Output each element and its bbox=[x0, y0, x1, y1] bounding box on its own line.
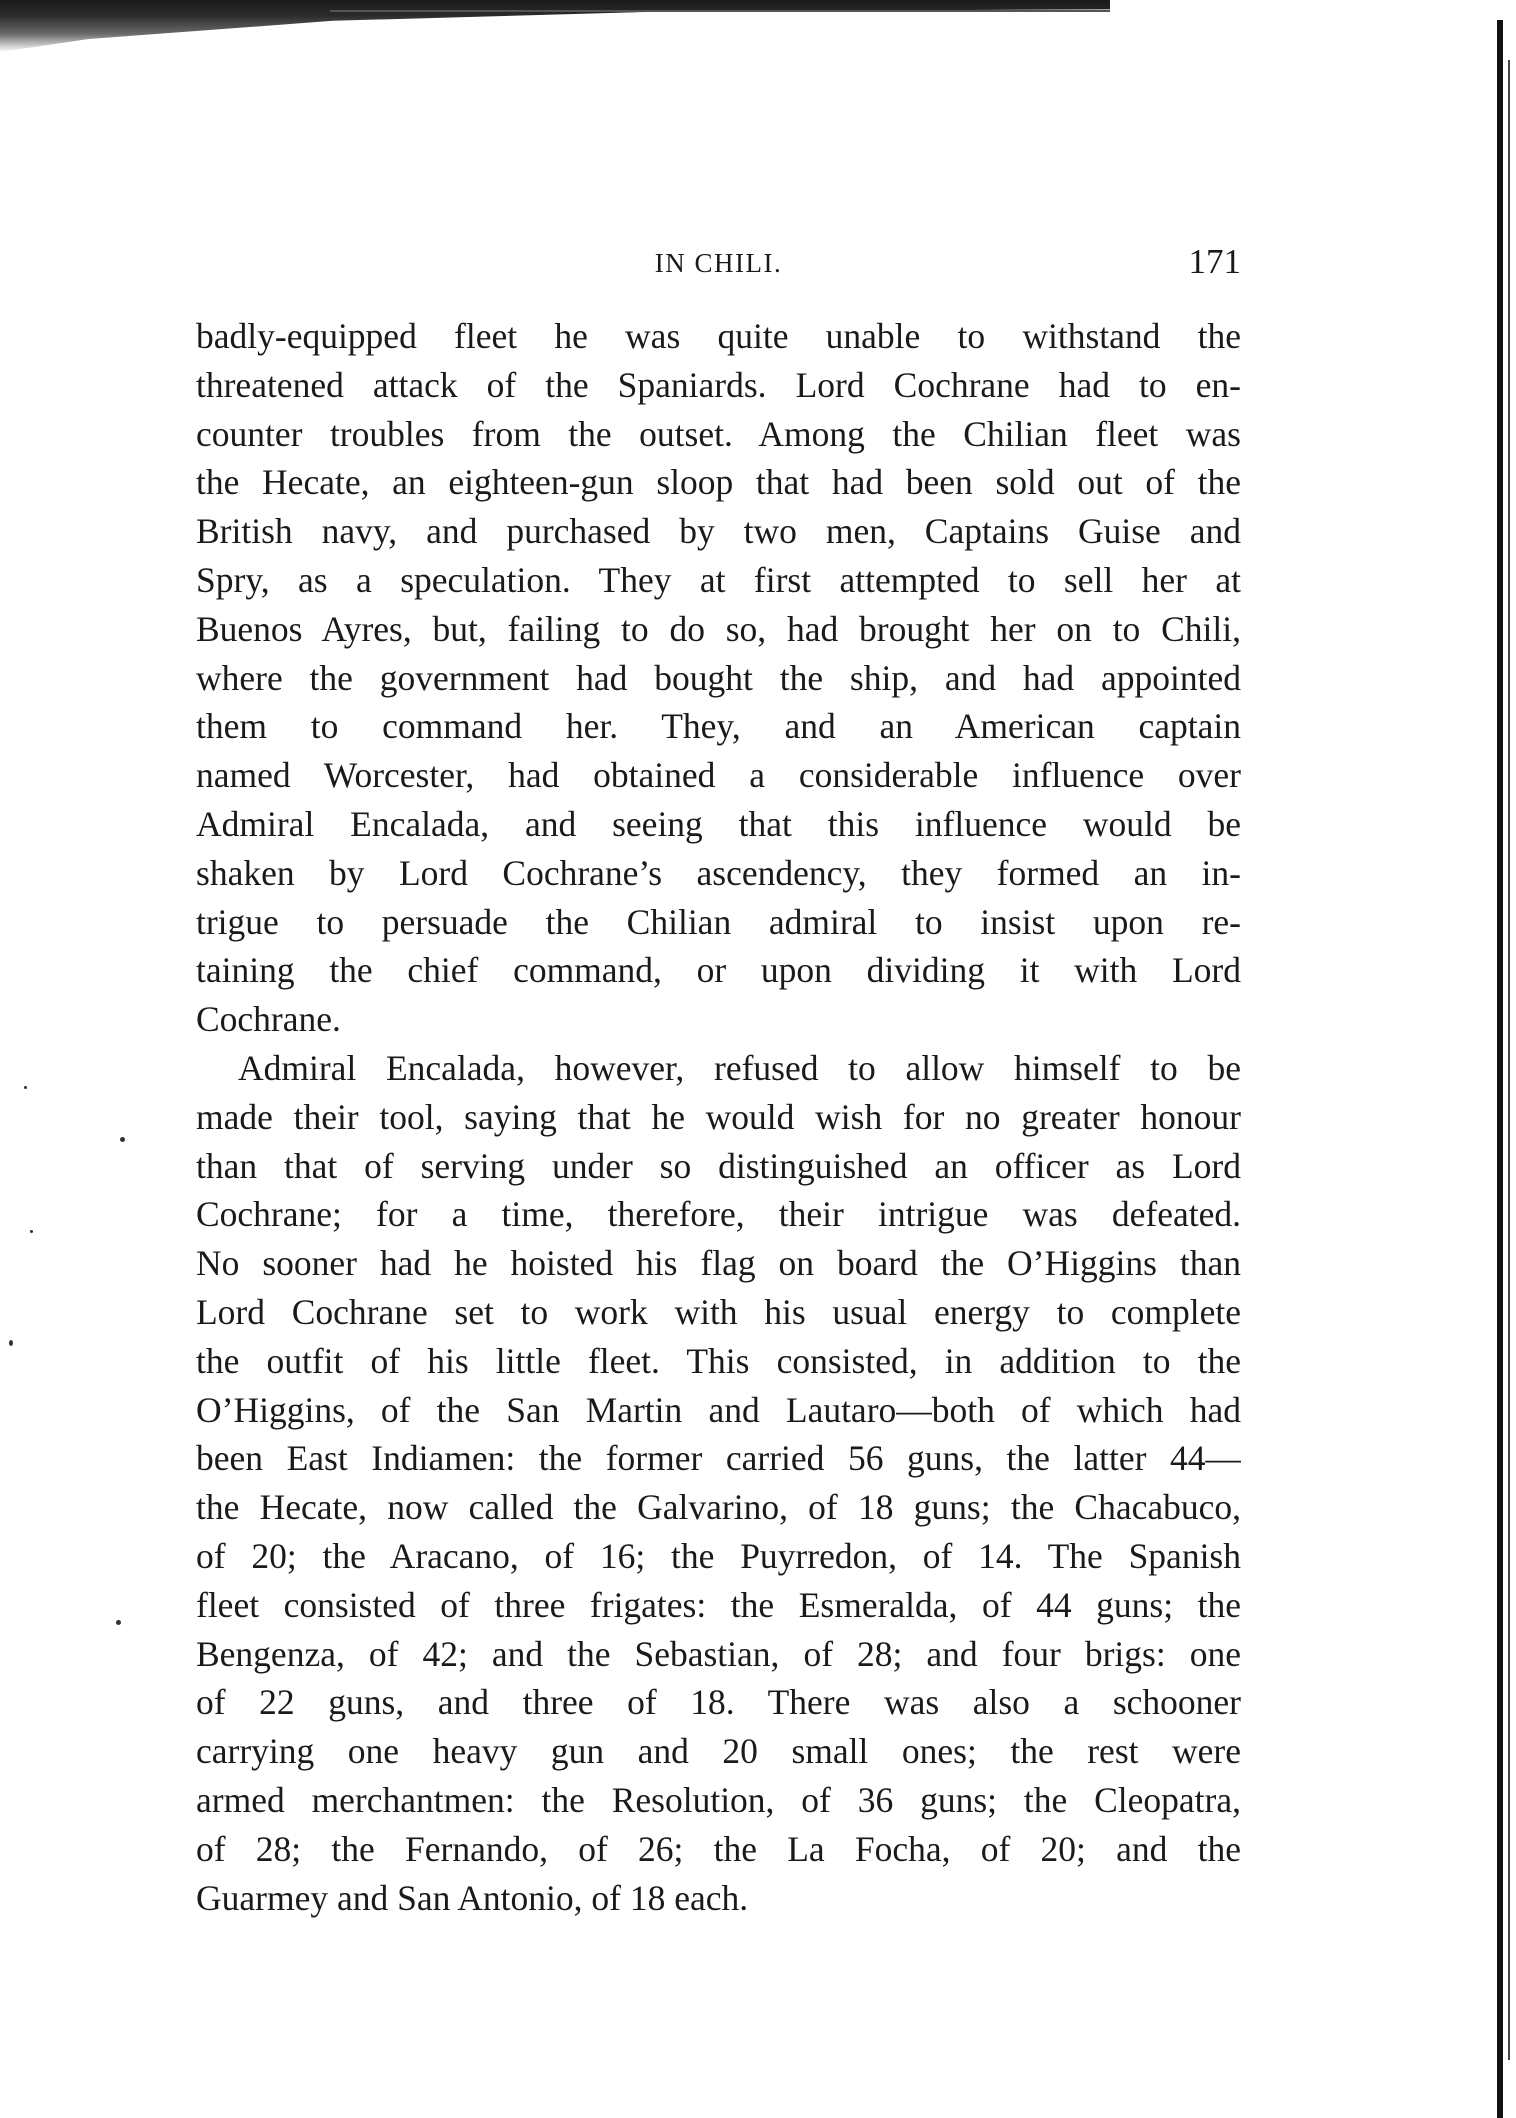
text-line: Cochrane; for a time, therefore, their intrigue was defeated. bbox=[196, 1194, 1241, 1235]
paragraph bbox=[196, 1044, 1241, 1922]
text-line: Admiral Encalada, and seeing that this influence would be bbox=[196, 803, 1241, 844]
text-line: than that of serving under so distinguished an officer as Lord bbox=[196, 1145, 1241, 1186]
text-line: armed merchantmen: the Resolution, of 36 guns; the Cleopatra, bbox=[196, 1779, 1241, 1820]
paragraph bbox=[196, 312, 1241, 1044]
text-line: counter troubles from the outset. Among the Chilian fleet was bbox=[196, 413, 1241, 454]
text-line: taining the chief command, or upon dividing it with Lord bbox=[196, 950, 1241, 991]
scan-edge-top bbox=[0, 0, 1110, 52]
text-line: threatened attack of the Spaniards. Lord Cochrane had to en- bbox=[196, 364, 1241, 405]
body-text bbox=[196, 312, 1241, 1922]
text-line: them to command her. They, and an American captain bbox=[196, 706, 1241, 747]
text-line: been East Indiamen: the former carried 56 guns, the latter 44— bbox=[196, 1438, 1241, 1479]
text-line: Lord Cochrane set to work with his usual energy to complete bbox=[196, 1291, 1241, 1332]
text-line: where the government had bought the ship, and had appointed bbox=[196, 657, 1241, 698]
scan-edge-right-thin bbox=[1508, 60, 1510, 2060]
text-line: Buenos Ayres, but, failing to do so, had brought her on to Chili, bbox=[196, 608, 1241, 649]
text-line: No sooner had he hoisted his flag on board the O’Higgins than bbox=[196, 1243, 1241, 1284]
page-header bbox=[196, 242, 1241, 292]
text-line: Spry, as a speculation. They at first attempted to sell her at bbox=[196, 559, 1241, 600]
text-line: of 22 guns, and three of 18. There was also a schooner bbox=[196, 1682, 1241, 1723]
running-head: IN CHILI. bbox=[654, 248, 783, 278]
text-line: Admiral Encalada, however, refused to allow himself to be bbox=[238, 1047, 1241, 1088]
text-line: the Hecate, an eighteen-gun sloop that had been sold out of the bbox=[196, 462, 1241, 503]
text-line: Bengenza, of 42; and the Sebastian, of 28; and four brigs: one bbox=[196, 1633, 1241, 1674]
text-line: badly-equipped fleet he was quite unable to withstand the bbox=[196, 316, 1241, 356]
scan-rule-top bbox=[330, 10, 1110, 12]
text-line: shaken by Lord Cochrane’s ascendency, they formed an in- bbox=[196, 852, 1241, 893]
text-line: made their tool, saying that he would wish for no greater honour bbox=[196, 1096, 1241, 1137]
text-line: Guarmey and San Antonio, of 18 each. bbox=[196, 1877, 749, 1918]
text-line: fleet consisted of three frigates: the Esmeralda, of 44 guns; the bbox=[196, 1584, 1241, 1625]
text-line: of 20; the Aracano, of 16; the Puyrredon, of 14. The Spanish bbox=[196, 1535, 1241, 1576]
text-line: named Worcester, had obtained a considerable influence over bbox=[196, 755, 1241, 796]
page-number: 171 bbox=[1188, 242, 1241, 281]
text-line: Cochrane. bbox=[196, 999, 341, 1040]
text-line: the outfit of his little fleet. This consisted, in addition to the bbox=[196, 1340, 1241, 1381]
text-line: the Hecate, now called the Galvarino, of 18 guns; the Chacabuco, bbox=[196, 1487, 1241, 1528]
text-line: carrying one heavy gun and 20 small ones; the rest were bbox=[196, 1731, 1241, 1772]
scan-edge-right bbox=[1497, 20, 1503, 2118]
text-line: trigue to persuade the Chilian admiral to insist upon re- bbox=[196, 901, 1241, 942]
text-line: British navy, and purchased by two men, Captains Guise and bbox=[196, 511, 1241, 552]
text-line: O’Higgins, of the San Martin and Lautaro—both of which had bbox=[196, 1389, 1241, 1430]
text-line: of 28; the Fernando, of 26; the La Focha, of 20; and the bbox=[196, 1828, 1241, 1869]
